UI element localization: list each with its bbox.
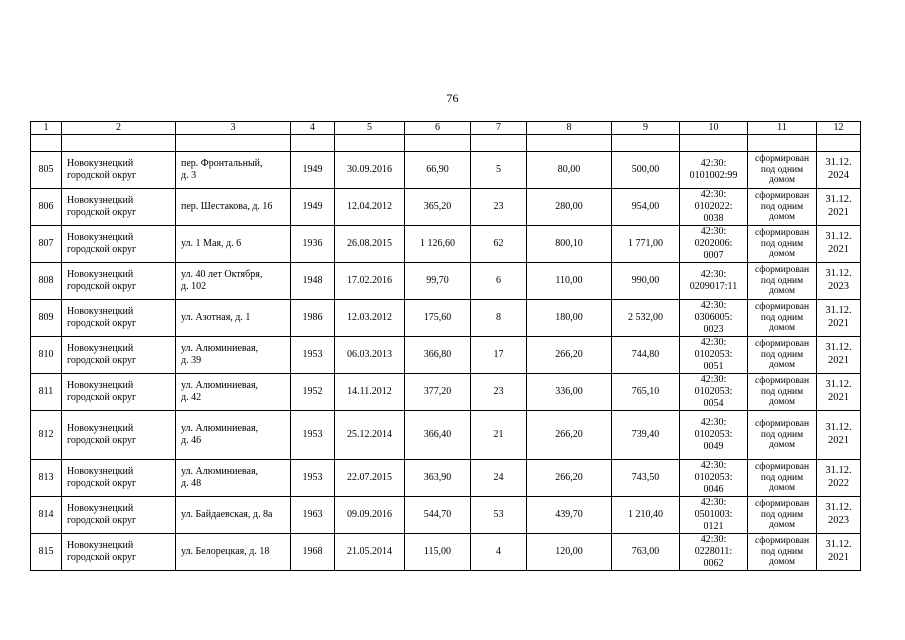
spacer-row [31,135,861,152]
land-status-cell: сформирован под одним домом [748,337,817,374]
address-cell: пер. Шестакова, д. 16 [176,189,291,226]
cadastral-number-cell: 42:30: 0228011: 0062 [680,534,748,571]
deadline-cell: 31.12. 2021 [817,226,861,263]
row-number-cell: 809 [31,300,62,337]
column-header: 2 [62,122,176,135]
deadline-cell: 31.12. 2021 [817,337,861,374]
living-area-cell: 110,00 [527,263,612,300]
column-header: 9 [612,122,680,135]
municipality-cell: Новокузнецкий городской округ [62,300,176,337]
deadline-cell: 31.12. 2021 [817,411,861,460]
land-area-cell: 1 771,00 [612,226,680,263]
land-area-cell: 744,80 [612,337,680,374]
column-header: 10 [680,122,748,135]
column-header: 3 [176,122,291,135]
build-year-cell: 1953 [291,337,335,374]
land-area-cell: 763,00 [612,534,680,571]
municipality-cell: Новокузнецкий городской округ [62,337,176,374]
row-number-cell: 808 [31,263,62,300]
total-area-cell: 1 126,60 [405,226,471,263]
residents-count-cell: 53 [471,497,527,534]
row-number-cell: 806 [31,189,62,226]
residents-count-cell: 23 [471,189,527,226]
land-status-cell: сформирован под одним домом [748,152,817,189]
land-area-cell: 739,40 [612,411,680,460]
land-area-cell: 500,00 [612,152,680,189]
land-area-cell: 954,00 [612,189,680,226]
build-year-cell: 1963 [291,497,335,534]
column-header: 8 [527,122,612,135]
build-year-cell: 1949 [291,152,335,189]
cadastral-number-cell: 42:30: 0101002:99 [680,152,748,189]
deadline-cell: 31.12. 2021 [817,534,861,571]
address-cell: ул. Байдаевская, д. 8а [176,497,291,534]
municipality-cell: Новокузнецкий городской округ [62,152,176,189]
build-year-cell: 1949 [291,189,335,226]
table-row [31,460,861,497]
land-area-cell: 765,10 [612,374,680,411]
cadastral-number-cell: 42:30: 0306005: 0023 [680,300,748,337]
cadastral-number-cell: 42:30: 0501003: 0121 [680,497,748,534]
residents-count-cell: 24 [471,460,527,497]
row-number-cell: 814 [31,497,62,534]
table-row [31,152,861,189]
land-status-cell: сформирован под одним домом [748,534,817,571]
deadline-cell: 31.12. 2021 [817,374,861,411]
cadastral-number-cell: 42:30: 0202006: 0007 [680,226,748,263]
municipality-cell: Новокузнецкий городской округ [62,263,176,300]
page-number: 76 [446,91,459,105]
address-cell: ул. 40 лет Октября, д. 102 [176,263,291,300]
total-area-cell: 544,70 [405,497,471,534]
table-row [31,411,861,460]
land-area-cell: 1 210,40 [612,497,680,534]
residents-count-cell: 8 [471,300,527,337]
total-area-cell: 365,20 [405,189,471,226]
residents-count-cell: 21 [471,411,527,460]
total-area-cell: 66,90 [405,152,471,189]
housing-registry-table [30,121,861,571]
address-cell: ул. Алюминиевая, д. 48 [176,460,291,497]
cadastral-number-cell: 42:30: 0102053: 0046 [680,460,748,497]
residents-count-cell: 4 [471,534,527,571]
municipality-cell: Новокузнецкий городской округ [62,374,176,411]
land-status-cell: сформирован под одним домом [748,374,817,411]
date-cell: 09.09.2016 [335,497,405,534]
date-cell: 17.02.2016 [335,263,405,300]
address-cell: ул. Алюминиевая, д. 46 [176,411,291,460]
column-header: 1 [31,122,62,135]
table-row [31,337,861,374]
build-year-cell: 1986 [291,300,335,337]
address-cell: ул. Белорецкая, д. 18 [176,534,291,571]
row-number-cell: 807 [31,226,62,263]
deadline-cell: 31.12. 2021 [817,189,861,226]
residents-count-cell: 6 [471,263,527,300]
row-number-cell: 810 [31,337,62,374]
municipality-cell: Новокузнецкий городской округ [62,497,176,534]
living-area-cell: 280,00 [527,189,612,226]
land-status-cell: сформирован под одним домом [748,263,817,300]
residents-count-cell: 62 [471,226,527,263]
table-row [31,497,861,534]
column-header: 6 [405,122,471,135]
living-area-cell: 120,00 [527,534,612,571]
table-row [31,226,861,263]
municipality-cell: Новокузнецкий городской округ [62,460,176,497]
living-area-cell: 266,20 [527,337,612,374]
table-row [31,374,861,411]
total-area-cell: 377,20 [405,374,471,411]
cadastral-number-cell: 42:30: 0102053: 0054 [680,374,748,411]
table-row [31,189,861,226]
column-header: 5 [335,122,405,135]
table-row [31,534,861,571]
land-status-cell: сформирован под одним домом [748,300,817,337]
total-area-cell: 99,70 [405,263,471,300]
date-cell: 25.12.2014 [335,411,405,460]
cadastral-number-cell: 42:30: 0102022: 0038 [680,189,748,226]
column-header: 12 [817,122,861,135]
total-area-cell: 366,40 [405,411,471,460]
land-status-cell: сформирован под одним домом [748,497,817,534]
land-status-cell: сформирован под одним домом [748,411,817,460]
total-area-cell: 175,60 [405,300,471,337]
build-year-cell: 1936 [291,226,335,263]
table-row [31,263,861,300]
address-cell: ул. Азотная, д. 1 [176,300,291,337]
living-area-cell: 266,20 [527,460,612,497]
column-header: 4 [291,122,335,135]
row-number-cell: 815 [31,534,62,571]
column-number-row [31,122,861,135]
table-body [31,152,861,571]
municipality-cell: Новокузнецкий городской округ [62,411,176,460]
total-area-cell: 115,00 [405,534,471,571]
total-area-cell: 366,80 [405,337,471,374]
deadline-cell: 31.12. 2022 [817,460,861,497]
date-cell: 12.03.2012 [335,300,405,337]
residents-count-cell: 5 [471,152,527,189]
column-header: 7 [471,122,527,135]
residents-count-cell: 17 [471,337,527,374]
land-area-cell: 990,00 [612,263,680,300]
deadline-cell: 31.12. 2023 [817,263,861,300]
build-year-cell: 1968 [291,534,335,571]
build-year-cell: 1948 [291,263,335,300]
living-area-cell: 80,00 [527,152,612,189]
land-status-cell: сформирован под одним домом [748,189,817,226]
land-status-cell: сформирован под одним домом [748,460,817,497]
address-cell: ул. 1 Мая, д. 6 [176,226,291,263]
deadline-cell: 31.12. 2024 [817,152,861,189]
table-row [31,300,861,337]
address-cell: пер. Фронтальный, д. 3 [176,152,291,189]
build-year-cell: 1953 [291,411,335,460]
row-number-cell: 811 [31,374,62,411]
row-number-cell: 805 [31,152,62,189]
cadastral-number-cell: 42:30: 0102053: 0051 [680,337,748,374]
build-year-cell: 1952 [291,374,335,411]
date-cell: 14.11.2012 [335,374,405,411]
date-cell: 21.05.2014 [335,534,405,571]
date-cell: 22.07.2015 [335,460,405,497]
municipality-cell: Новокузнецкий городской округ [62,534,176,571]
land-status-cell: сформирован под одним домом [748,226,817,263]
date-cell: 06.03.2013 [335,337,405,374]
deadline-cell: 31.12. 2021 [817,300,861,337]
land-area-cell: 743,50 [612,460,680,497]
living-area-cell: 439,70 [527,497,612,534]
date-cell: 26.08.2015 [335,226,405,263]
date-cell: 30.09.2016 [335,152,405,189]
cadastral-number-cell: 42:30: 0209017:11 [680,263,748,300]
row-number-cell: 812 [31,411,62,460]
deadline-cell: 31.12. 2023 [817,497,861,534]
living-area-cell: 180,00 [527,300,612,337]
total-area-cell: 363,90 [405,460,471,497]
living-area-cell: 336,00 [527,374,612,411]
residents-count-cell: 23 [471,374,527,411]
build-year-cell: 1953 [291,460,335,497]
municipality-cell: Новокузнецкий городской округ [62,189,176,226]
cadastral-number-cell: 42:30: 0102053: 0049 [680,411,748,460]
municipality-cell: Новокузнецкий городской округ [62,226,176,263]
address-cell: ул. Алюминиевая, д. 42 [176,374,291,411]
living-area-cell: 266,20 [527,411,612,460]
living-area-cell: 800,10 [527,226,612,263]
date-cell: 12.04.2012 [335,189,405,226]
address-cell: ул. Алюминиевая, д. 39 [176,337,291,374]
land-area-cell: 2 532,00 [612,300,680,337]
row-number-cell: 813 [31,460,62,497]
column-header: 11 [748,122,817,135]
